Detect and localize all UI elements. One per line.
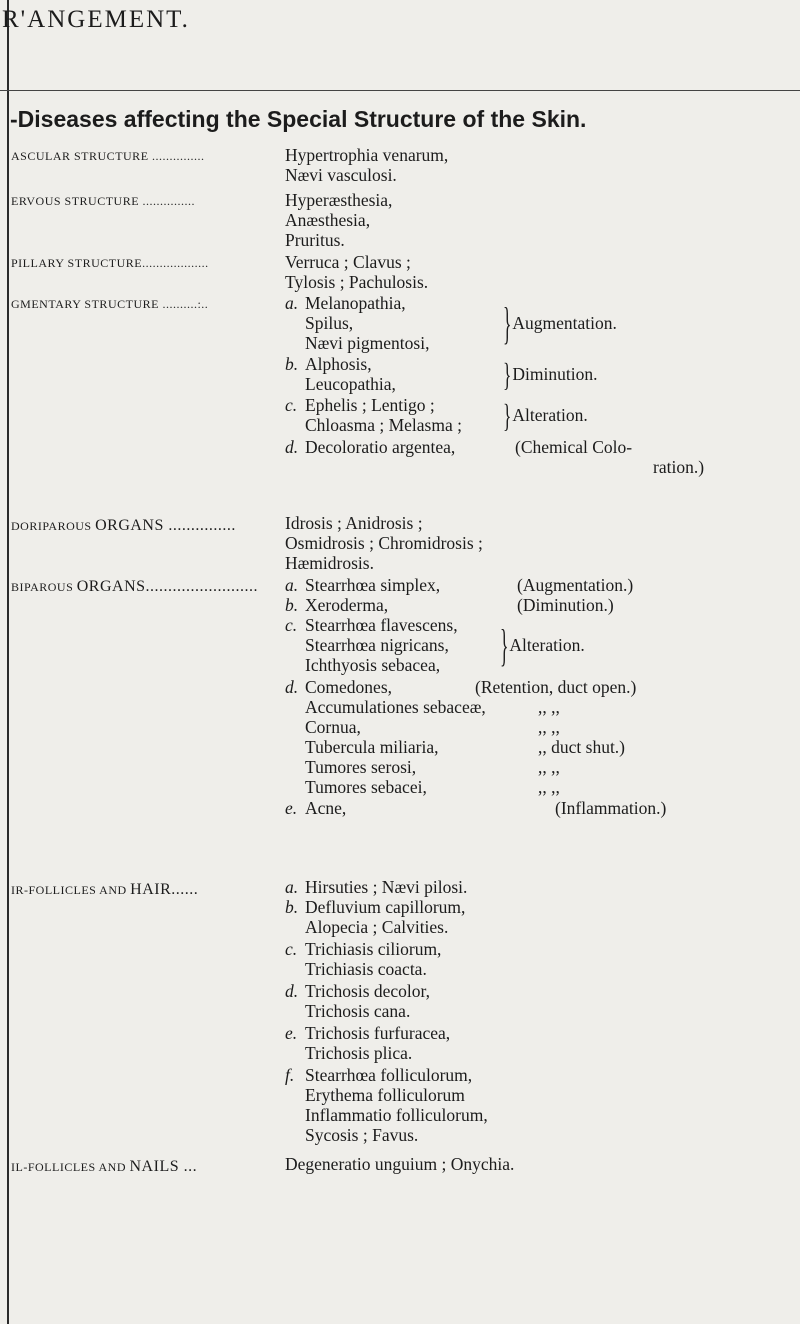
left-margin-rule	[7, 0, 9, 1324]
brace-symbol: }	[503, 297, 512, 349]
hair-d: d. Trichosis decolor,	[285, 981, 431, 1001]
pigmentary-a-brace: }Augmentation.	[503, 297, 617, 349]
sebiparous-c-brace: }Alteration.	[500, 619, 585, 671]
sebiparous-e: e. Acne,	[285, 798, 347, 818]
pigmentary-c-brace: }Alteration.	[503, 396, 588, 434]
category-sudoriparous: DORIPAROUS ORGANS ...............	[11, 517, 236, 534]
category-vascular: ASCULAR STRUCTURE ...............	[11, 149, 205, 163]
sebiparous-c: c. Stearrhœa flavescens,	[285, 615, 458, 635]
sebiparous-d-tag-6: ,, ,,	[538, 777, 560, 797]
sebiparous-d-5: Tumores serosi,	[305, 757, 417, 777]
sebiparous-d: d. Comedones,	[285, 677, 393, 697]
category-pigmentary: GMENTARY STRUCTURE ..........:..	[11, 297, 209, 311]
hair-b-2: Alopecia ; Calvities.	[305, 917, 449, 937]
pigmentary-b: b. Alphosis,	[285, 354, 372, 374]
sebiparous-c-2: Stearrhœa nigricans,	[305, 635, 449, 655]
running-header: R'ANGEMENT.	[2, 6, 190, 33]
pigmentary-c-2: Chloasma ; Melasma ;	[305, 415, 462, 435]
sudoriparous-line-1: Idrosis ; Anidrosis ;	[285, 513, 423, 533]
sebiparous-d-tag-2: ,, ,,	[538, 697, 560, 717]
category-hair: IR-FOLLICLES AND HAIR......	[11, 881, 199, 898]
category-nails: IL-FOLLICLES AND NAILS ...	[11, 1158, 198, 1175]
sebiparous-a: a. Stearrhœa simplex,	[285, 575, 441, 595]
brace-symbol: }	[503, 355, 512, 393]
sebiparous-a-tag: (Augmentation.)	[517, 575, 634, 595]
hair-e-2: Trichosis plica.	[305, 1043, 413, 1063]
section-title: -Diseases affecting the Special Structure of the Skin.	[10, 106, 587, 132]
sebiparous-d-4: Tubercula miliaria,	[305, 737, 439, 757]
brace-symbol: }	[503, 396, 512, 434]
pigmentary-c: c. Ephelis ; Lentigo ;	[285, 395, 435, 415]
pigmentary-a: a. Melanopathia,	[285, 293, 406, 313]
hair-d-2: Trichosis cana.	[305, 1001, 411, 1021]
sebiparous-c-3: Ichthyosis sebacea,	[305, 655, 441, 675]
sudoriparous-line-2: Osmidrosis ; Chromidrosis ;	[285, 533, 483, 553]
vascular-line-2: Nævi vasculosi.	[285, 165, 397, 185]
pigmentary-d: d. Decoloratio argentea,	[285, 437, 456, 457]
pigmentary-a-3: Nævi pigmentosi,	[305, 333, 430, 353]
hair-c: c. Trichiasis ciliorum,	[285, 939, 442, 959]
category-sebiparous: BIPAROUS ORGANS.........................	[11, 578, 259, 595]
nails-line-1: Degeneratio unguium ; Onychia.	[285, 1154, 515, 1174]
sebiparous-e-tag: (Inflammation.)	[555, 798, 667, 818]
sebiparous-d-2: Accumulationes sebaceæ,	[305, 697, 486, 717]
sebiparous-d-3: Cornua,	[305, 717, 361, 737]
hair-f-4: Sycosis ; Favus.	[305, 1125, 419, 1145]
pigmentary-d-tag-1: (Chemical Colo-	[515, 437, 633, 457]
nervous-line-3: Pruritus.	[285, 230, 345, 250]
papillary-line-1: Verruca ; Clavus ;	[285, 252, 411, 272]
category-nervous: ERVOUS STRUCTURE ...............	[11, 194, 196, 208]
hair-c-2: Trichiasis coacta.	[305, 959, 427, 979]
nervous-line-2: Anæsthesia,	[285, 210, 371, 230]
sebiparous-d-6: Tumores sebacei,	[305, 777, 427, 797]
category-papillary: PILLARY STRUCTURE...................	[11, 256, 209, 270]
pigmentary-b-2: Leucopathia,	[305, 374, 396, 394]
sebiparous-d-tag-3: ,, ,,	[538, 717, 560, 737]
hair-f-2: Erythema folliculorum	[305, 1085, 465, 1105]
hair-a: a. Hirsuties ; Nævi pilosi.	[285, 877, 468, 897]
hair-f: f. Stearrhœa folliculorum,	[285, 1065, 473, 1085]
sebiparous-d-tag-4: ,, duct shut.)	[538, 737, 626, 757]
vascular-line-1: Hypertrophia venarum,	[285, 145, 449, 165]
sebiparous-b: b. Xeroderma,	[285, 595, 389, 615]
brace-symbol: }	[500, 619, 509, 671]
header-rule	[0, 90, 800, 91]
pigmentary-b-brace: }Diminution.	[503, 355, 598, 393]
nervous-line-1: Hyperæsthesia,	[285, 190, 393, 210]
pigmentary-a-2: Spilus,	[305, 313, 354, 333]
sebiparous-d-tag-1: (Retention, duct open.)	[475, 677, 637, 697]
hair-f-3: Inflammatio folliculorum,	[305, 1105, 488, 1125]
papillary-line-2: Tylosis ; Pachulosis.	[285, 272, 429, 292]
sudoriparous-line-3: Hæmidrosis.	[285, 553, 374, 573]
pigmentary-d-tag-2: ration.)	[653, 457, 705, 477]
sebiparous-b-tag: (Diminution.)	[517, 595, 614, 615]
hair-b: b. Defluvium capillorum,	[285, 897, 466, 917]
sebiparous-d-tag-5: ,, ,,	[538, 757, 560, 777]
hair-e: e. Trichosis furfuracea,	[285, 1023, 451, 1043]
